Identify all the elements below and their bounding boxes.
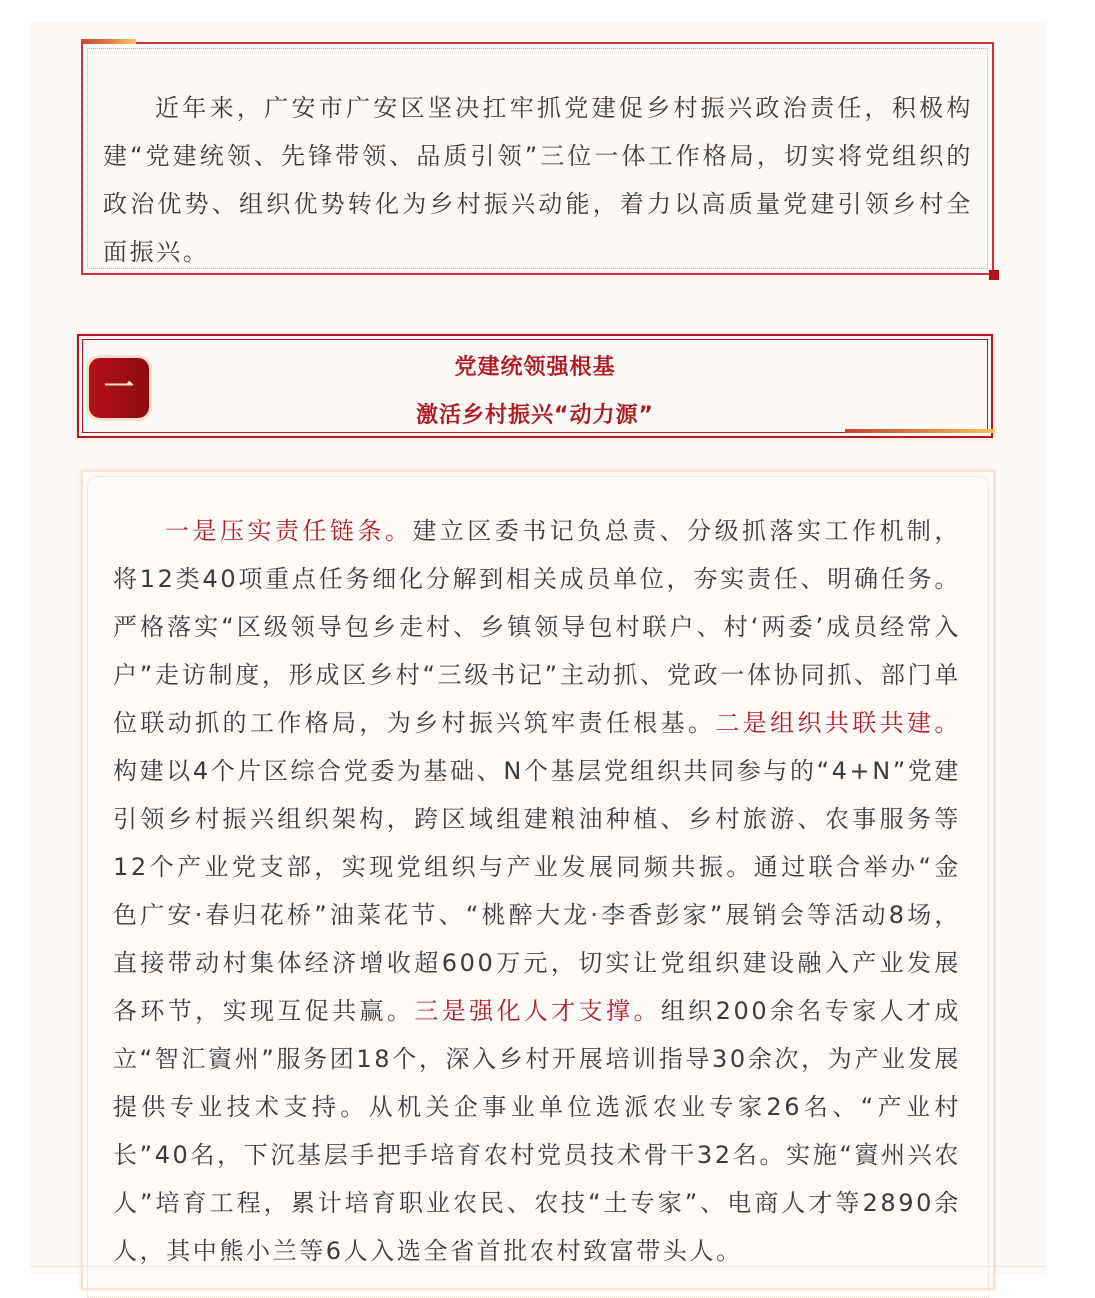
intro-box: [81, 42, 994, 275]
gradient-accent-bar: [81, 39, 136, 44]
intro-paragraph: 近年来，广安市广安区坚决扛牢抓党建促乡村振兴政治责任，积极构建“党建统领、先锋带领、品质引领”三位一体工作格局，切实将党组织的政治优势、组织优势转化为乡村振兴动能，着力以高质量党建引领乡村全面振兴。: [103, 94, 973, 266]
lead-phrase-1: 一是压实责任链条。: [165, 517, 413, 545]
body-text-3: 组织200余名专家人才成立“智汇賨州”服务团18个，深入乡村开展培训指导30余次，为产业发展提供专业技术支持。从机关企事业单位选派农业专家26名、“产业村长”40名，下沉基层手把手培育农村党员技术骨干32名。实施“賨州兴农人”培育工程，累计培育职业农民、农技“土专家”、电商人才等2890余人，其中熊小兰等6人入选全省首批农村致富带头人。: [113, 997, 961, 1265]
lead-phrase-3: 三是强化人才支撑。: [414, 997, 661, 1025]
article-page: [30, 22, 1045, 1274]
section-title-line1: 党建统领强根基: [454, 355, 616, 380]
gradient-accent-bar: [845, 429, 995, 433]
section-number: 一: [104, 370, 134, 405]
lead-phrase-2: 二是组织共联共建。: [715, 709, 961, 737]
body-text-2: 构建以4个片区综合党委为基础、N个基层党组织共同参与的“4+N”党建引领乡村振兴组织架构，跨区域组建粮油种植、乡村旅游、农事服务等12个产业党支部，实现党组织与产业发展同频共振。通过联合举办“金色广安·春归花桥”油菜花节、“桃醉大龙·李香彭家”展销会等活动8场，直接带动村集体经济增收超600万元，切实让党组织建设融入产业发展各环节，实现互促共赢。: [113, 757, 961, 1025]
bottom-divider: [30, 1266, 1045, 1267]
body-text-1: 建立区委书记负总责、分级抓落实工作机制，将12类40项重点任务细化分解到相关成员单位，夯实责任、明确任务。严格落实“区级领导包乡走村、乡镇领导包村联户、村‘两委’成员经常入户”走访制度，形成区乡村“三级书记”主动抓、党政一体协同抓、部门单位联动抓的工作格局，为乡村振兴筑牢责任根基。: [113, 517, 961, 737]
body-card: [81, 470, 995, 1290]
body-paragraph: [113, 507, 961, 1275]
corner-square-decoration: [989, 270, 999, 280]
section-heading: [77, 334, 993, 438]
section-title-line2: 激活乡村振兴“动力源”: [416, 403, 654, 428]
